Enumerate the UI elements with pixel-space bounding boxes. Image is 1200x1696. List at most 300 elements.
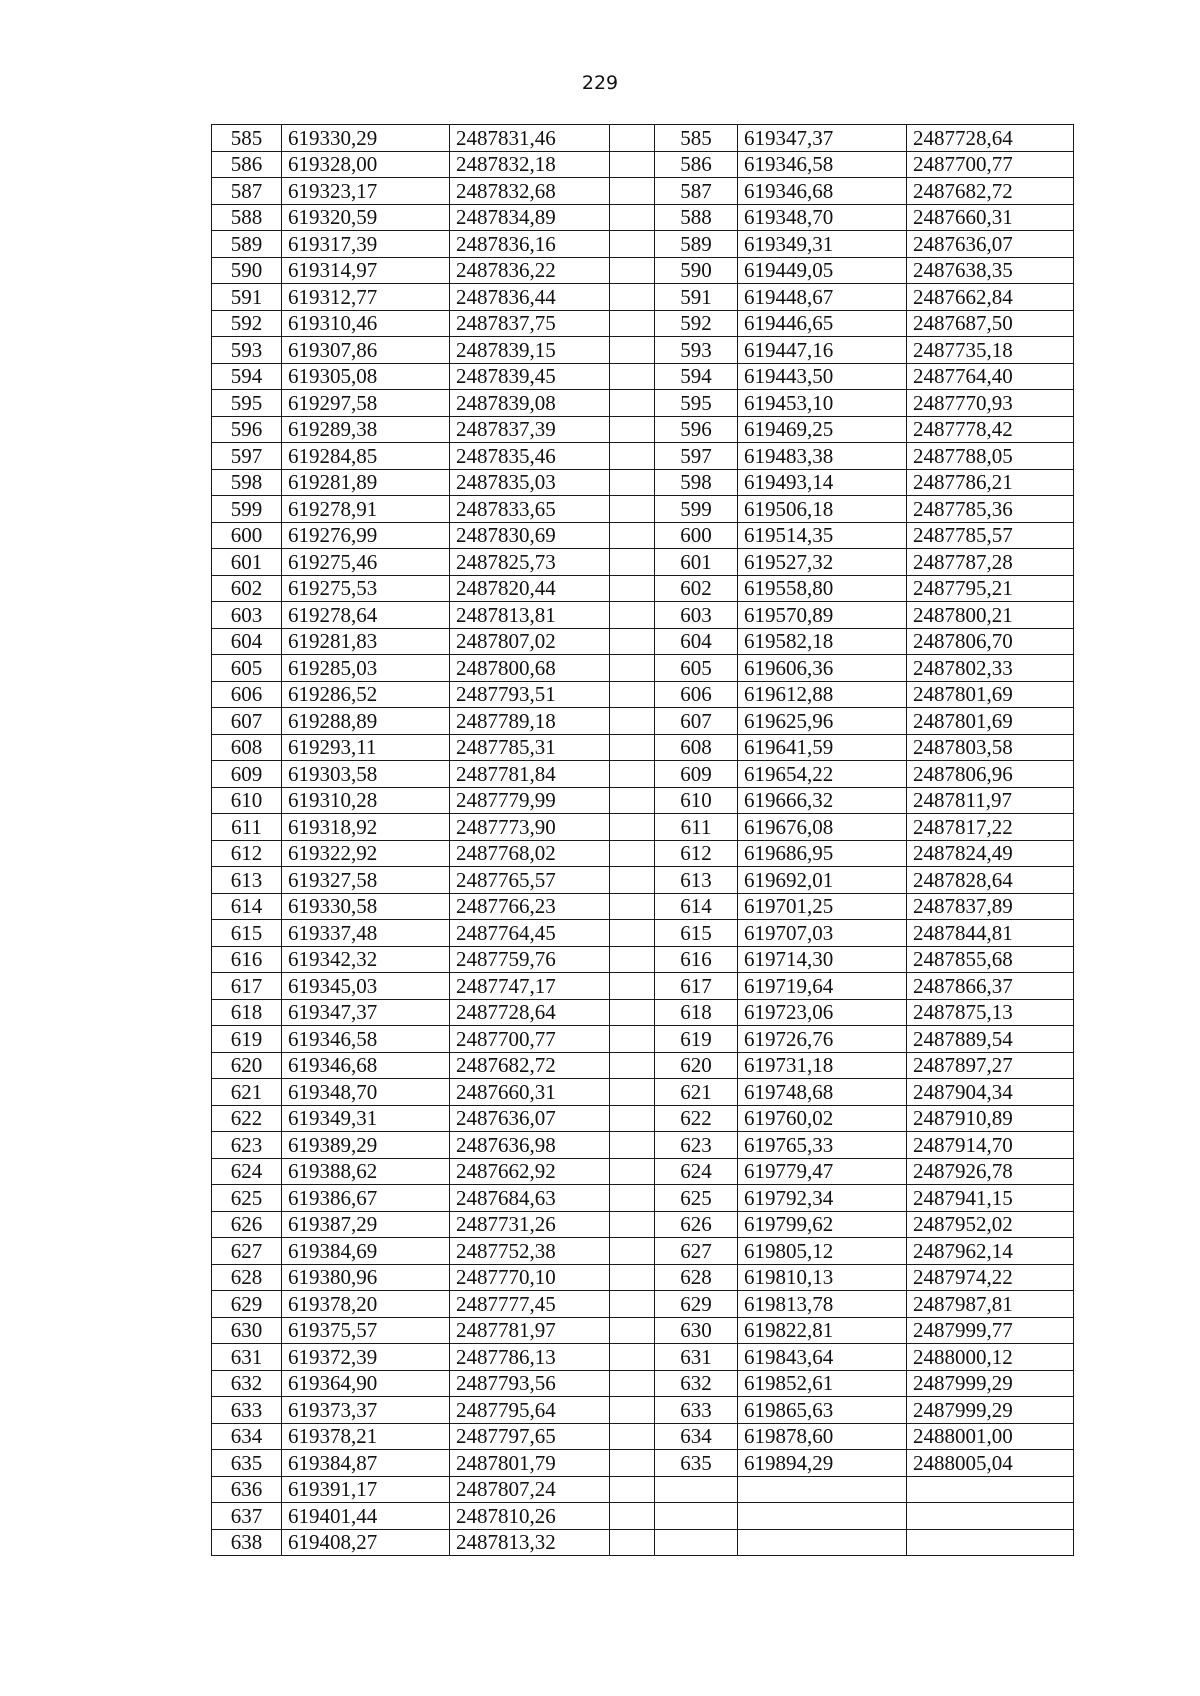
- y-coordinate-left: 2487837,75: [450, 310, 610, 337]
- point-number-left: 616: [212, 946, 282, 973]
- y-coordinate-left: 2487764,45: [450, 920, 610, 947]
- x-coordinate-right: 619760,02: [738, 1105, 907, 1132]
- x-coordinate-left: 619289,38: [282, 416, 450, 443]
- empty-cell: [610, 1026, 655, 1053]
- point-number-right: 619: [655, 1026, 738, 1053]
- table-row: [212, 787, 1074, 814]
- y-coordinate-left: 2487660,31: [450, 1079, 610, 1106]
- table-row: [212, 602, 1074, 629]
- table-row: [212, 1052, 1074, 1079]
- x-coordinate-right: 619348,70: [738, 204, 907, 231]
- point-number-right: 631: [655, 1344, 738, 1371]
- x-coordinate-left: 619281,89: [282, 469, 450, 496]
- y-coordinate-left: 2487682,72: [450, 1052, 610, 1079]
- empty-cell: [610, 814, 655, 841]
- y-coordinate-right: 2487785,57: [907, 522, 1074, 549]
- y-coordinate-right: 2487824,49: [907, 840, 1074, 867]
- y-coordinate-right: 2487788,05: [907, 443, 1074, 470]
- x-coordinate-left: 619348,70: [282, 1079, 450, 1106]
- x-coordinate-left: 619391,17: [282, 1476, 450, 1503]
- point-number-right: 615: [655, 920, 738, 947]
- y-coordinate-left: 2487781,97: [450, 1317, 610, 1344]
- table-row: [212, 655, 1074, 682]
- x-coordinate-right: 619666,32: [738, 787, 907, 814]
- y-coordinate-right: 2487803,58: [907, 734, 1074, 761]
- y-coordinate-right: 2487828,64: [907, 867, 1074, 894]
- y-coordinate-right: 2487728,64: [907, 125, 1074, 152]
- point-number-right: 594: [655, 363, 738, 390]
- y-coordinate-left: 2487831,46: [450, 125, 610, 152]
- x-coordinate-left: 619337,48: [282, 920, 450, 947]
- point-number-right: 628: [655, 1264, 738, 1291]
- x-coordinate-left: 619384,87: [282, 1450, 450, 1477]
- y-coordinate-left: 2487636,07: [450, 1105, 610, 1132]
- x-coordinate-left: 619373,37: [282, 1397, 450, 1424]
- point-number-right: 589: [655, 231, 738, 258]
- x-coordinate-left: 619342,32: [282, 946, 450, 973]
- empty-cell: [610, 363, 655, 390]
- y-coordinate-right: 2487897,27: [907, 1052, 1074, 1079]
- x-coordinate-right: 619810,13: [738, 1264, 907, 1291]
- y-coordinate-left: 2487820,44: [450, 575, 610, 602]
- table-row: [212, 522, 1074, 549]
- x-coordinate-left: 619285,03: [282, 655, 450, 682]
- x-coordinate-right: 619453,10: [738, 390, 907, 417]
- x-coordinate-right: [738, 1529, 907, 1556]
- point-number-left: 588: [212, 204, 282, 231]
- x-coordinate-right: 619701,25: [738, 893, 907, 920]
- table-row: [212, 310, 1074, 337]
- empty-cell: [610, 416, 655, 443]
- point-number-left: 618: [212, 999, 282, 1026]
- y-coordinate-left: 2487765,57: [450, 867, 610, 894]
- x-coordinate-left: 619347,37: [282, 999, 450, 1026]
- table-row: [212, 496, 1074, 523]
- y-coordinate-right: 2487660,31: [907, 204, 1074, 231]
- x-coordinate-right: 619822,81: [738, 1317, 907, 1344]
- y-coordinate-right: 2487999,29: [907, 1370, 1074, 1397]
- y-coordinate-left: 2487662,92: [450, 1158, 610, 1185]
- y-coordinate-left: 2487795,64: [450, 1397, 610, 1424]
- y-coordinate-left: 2487813,32: [450, 1529, 610, 1556]
- x-coordinate-left: 619346,68: [282, 1052, 450, 1079]
- x-coordinate-left: 619284,85: [282, 443, 450, 470]
- y-coordinate-right: 2487764,40: [907, 363, 1074, 390]
- y-coordinate-left: 2487801,79: [450, 1450, 610, 1477]
- y-coordinate-left: 2487731,26: [450, 1211, 610, 1238]
- y-coordinate-left: 2487800,68: [450, 655, 610, 682]
- point-number-right: 586: [655, 151, 738, 178]
- point-number-right: 609: [655, 761, 738, 788]
- point-number-left: 628: [212, 1264, 282, 1291]
- point-number-left: 617: [212, 973, 282, 1000]
- y-coordinate-right: 2487801,69: [907, 708, 1074, 735]
- empty-cell: [610, 284, 655, 311]
- empty-cell: [610, 708, 655, 735]
- point-number-left: 624: [212, 1158, 282, 1185]
- point-number-left: 611: [212, 814, 282, 841]
- y-coordinate-left: 2487747,17: [450, 973, 610, 1000]
- point-number-left: 607: [212, 708, 282, 735]
- point-number-right: 633: [655, 1397, 738, 1424]
- empty-cell: [610, 390, 655, 417]
- empty-cell: [610, 628, 655, 655]
- table-row: [212, 284, 1074, 311]
- x-coordinate-right: 619865,63: [738, 1397, 907, 1424]
- table-row: [212, 1185, 1074, 1212]
- x-coordinate-right: [738, 1503, 907, 1530]
- y-coordinate-left: 2487836,44: [450, 284, 610, 311]
- y-coordinate-left: 2487832,18: [450, 151, 610, 178]
- empty-cell: [610, 575, 655, 602]
- empty-cell: [610, 999, 655, 1026]
- y-coordinate-left: 2487785,31: [450, 734, 610, 761]
- table-row: [212, 920, 1074, 947]
- empty-cell: [610, 310, 655, 337]
- x-coordinate-left: 619380,96: [282, 1264, 450, 1291]
- point-number-right: 617: [655, 973, 738, 1000]
- x-coordinate-right: 619469,25: [738, 416, 907, 443]
- x-coordinate-right: 619625,96: [738, 708, 907, 735]
- empty-cell: [610, 443, 655, 470]
- x-coordinate-left: 619310,28: [282, 787, 450, 814]
- empty-cell: [610, 946, 655, 973]
- table-row: [212, 1211, 1074, 1238]
- point-number-right: 632: [655, 1370, 738, 1397]
- point-number-right: 627: [655, 1238, 738, 1265]
- point-number-right: 591: [655, 284, 738, 311]
- empty-cell: [610, 1158, 655, 1185]
- point-number-left: 638: [212, 1529, 282, 1556]
- point-number-left: 615: [212, 920, 282, 947]
- y-coordinate-right: 2487638,35: [907, 257, 1074, 284]
- y-coordinate-right: 2487787,28: [907, 549, 1074, 576]
- x-coordinate-right: 619514,35: [738, 522, 907, 549]
- table-row: [212, 1397, 1074, 1424]
- x-coordinate-right: 619447,16: [738, 337, 907, 364]
- table-row: [212, 1079, 1074, 1106]
- table-row: [212, 1344, 1074, 1371]
- table-row: [212, 681, 1074, 708]
- point-number-right: 634: [655, 1423, 738, 1450]
- x-coordinate-left: 619318,92: [282, 814, 450, 841]
- x-coordinate-left: 619314,97: [282, 257, 450, 284]
- y-coordinate-right: 2487941,15: [907, 1185, 1074, 1212]
- y-coordinate-left: 2487789,18: [450, 708, 610, 735]
- x-coordinate-left: 619388,62: [282, 1158, 450, 1185]
- y-coordinate-left: 2487793,51: [450, 681, 610, 708]
- y-coordinate-right: 2487866,37: [907, 973, 1074, 1000]
- empty-cell: [610, 840, 655, 867]
- table-row: [212, 840, 1074, 867]
- y-coordinate-right: 2487987,81: [907, 1291, 1074, 1318]
- x-coordinate-left: 619330,58: [282, 893, 450, 920]
- y-coordinate-right: 2487817,22: [907, 814, 1074, 841]
- empty-cell: [610, 1238, 655, 1265]
- point-number-right: 624: [655, 1158, 738, 1185]
- point-number-left: 627: [212, 1238, 282, 1265]
- x-coordinate-left: 619327,58: [282, 867, 450, 894]
- y-coordinate-left: 2487813,81: [450, 602, 610, 629]
- point-number-right: [655, 1503, 738, 1530]
- x-coordinate-right: 619641,59: [738, 734, 907, 761]
- point-number-left: 604: [212, 628, 282, 655]
- y-coordinate-right: 2487837,89: [907, 893, 1074, 920]
- y-coordinate-right: [907, 1503, 1074, 1530]
- point-number-right: 635: [655, 1450, 738, 1477]
- y-coordinate-left: 2487781,84: [450, 761, 610, 788]
- x-coordinate-left: 619278,91: [282, 496, 450, 523]
- point-number-left: 613: [212, 867, 282, 894]
- y-coordinate-right: 2487700,77: [907, 151, 1074, 178]
- empty-cell: [610, 496, 655, 523]
- point-number-left: 595: [212, 390, 282, 417]
- coordinates-table-body: [212, 125, 1074, 1556]
- point-number-right: 618: [655, 999, 738, 1026]
- table-row: [212, 761, 1074, 788]
- x-coordinate-left: 619330,29: [282, 125, 450, 152]
- x-coordinate-left: 619320,59: [282, 204, 450, 231]
- point-number-left: 591: [212, 284, 282, 311]
- point-number-left: 599: [212, 496, 282, 523]
- point-number-left: 633: [212, 1397, 282, 1424]
- x-coordinate-left: 619288,89: [282, 708, 450, 735]
- x-coordinate-right: 619347,37: [738, 125, 907, 152]
- x-coordinate-left: 619307,86: [282, 337, 450, 364]
- x-coordinate-right: 619748,68: [738, 1079, 907, 1106]
- table-row: [212, 734, 1074, 761]
- table-row: [212, 1423, 1074, 1450]
- x-coordinate-right: 619714,30: [738, 946, 907, 973]
- point-number-left: 636: [212, 1476, 282, 1503]
- y-coordinate-right: 2487735,18: [907, 337, 1074, 364]
- x-coordinate-left: 619387,29: [282, 1211, 450, 1238]
- point-number-right: 596: [655, 416, 738, 443]
- table-row: [212, 1503, 1074, 1530]
- empty-cell: [610, 549, 655, 576]
- point-number-right: [655, 1529, 738, 1556]
- empty-cell: [610, 734, 655, 761]
- y-coordinate-left: 2487786,13: [450, 1344, 610, 1371]
- empty-cell: [610, 1450, 655, 1477]
- x-coordinate-right: 619726,76: [738, 1026, 907, 1053]
- table-row: [212, 867, 1074, 894]
- y-coordinate-right: 2487687,50: [907, 310, 1074, 337]
- empty-cell: [610, 973, 655, 1000]
- empty-cell: [610, 1476, 655, 1503]
- y-coordinate-right: 2487636,07: [907, 231, 1074, 258]
- point-number-left: 612: [212, 840, 282, 867]
- x-coordinate-left: 619312,77: [282, 284, 450, 311]
- point-number-right: 620: [655, 1052, 738, 1079]
- table-row: [212, 1450, 1074, 1477]
- x-coordinate-right: 619799,62: [738, 1211, 907, 1238]
- x-coordinate-right: 619676,08: [738, 814, 907, 841]
- point-number-left: 594: [212, 363, 282, 390]
- point-number-right: 592: [655, 310, 738, 337]
- table-row: [212, 390, 1074, 417]
- point-number-left: 590: [212, 257, 282, 284]
- empty-cell: [610, 1079, 655, 1106]
- y-coordinate-left: 2487839,15: [450, 337, 610, 364]
- y-coordinate-left: 2487752,38: [450, 1238, 610, 1265]
- point-number-left: 629: [212, 1291, 282, 1318]
- y-coordinate-right: 2487974,22: [907, 1264, 1074, 1291]
- empty-cell: [610, 1185, 655, 1212]
- x-coordinate-left: 619378,20: [282, 1291, 450, 1318]
- x-coordinate-left: 619346,58: [282, 1026, 450, 1053]
- x-coordinate-right: 619349,31: [738, 231, 907, 258]
- empty-cell: [610, 231, 655, 258]
- point-number-right: 622: [655, 1105, 738, 1132]
- y-coordinate-right: 2487806,96: [907, 761, 1074, 788]
- point-number-left: 610: [212, 787, 282, 814]
- point-number-right: 616: [655, 946, 738, 973]
- y-coordinate-left: 2487700,77: [450, 1026, 610, 1053]
- table-row: [212, 469, 1074, 496]
- y-coordinate-right: 2487795,21: [907, 575, 1074, 602]
- empty-cell: [610, 1052, 655, 1079]
- empty-cell: [610, 1105, 655, 1132]
- x-coordinate-right: 619843,64: [738, 1344, 907, 1371]
- x-coordinate-right: 619723,06: [738, 999, 907, 1026]
- table-row: [212, 1238, 1074, 1265]
- point-number-right: 614: [655, 893, 738, 920]
- x-coordinate-right: 619527,32: [738, 549, 907, 576]
- table-row: [212, 1264, 1074, 1291]
- empty-cell: [610, 178, 655, 205]
- point-number-right: 607: [655, 708, 738, 735]
- table-row: [212, 151, 1074, 178]
- x-coordinate-left: 619322,92: [282, 840, 450, 867]
- point-number-left: 600: [212, 522, 282, 549]
- point-number-left: 632: [212, 1370, 282, 1397]
- y-coordinate-right: 2487785,36: [907, 496, 1074, 523]
- y-coordinate-right: 2487801,69: [907, 681, 1074, 708]
- y-coordinate-right: 2487999,77: [907, 1317, 1074, 1344]
- x-coordinate-left: 619349,31: [282, 1105, 450, 1132]
- table-row: [212, 708, 1074, 735]
- y-coordinate-left: 2487728,64: [450, 999, 610, 1026]
- empty-cell: [610, 1291, 655, 1318]
- x-coordinate-left: 619305,08: [282, 363, 450, 390]
- point-number-right: 612: [655, 840, 738, 867]
- table-row: [212, 125, 1074, 152]
- empty-cell: [610, 602, 655, 629]
- y-coordinate-left: 2487825,73: [450, 549, 610, 576]
- point-number-right: 610: [655, 787, 738, 814]
- x-coordinate-left: 619303,58: [282, 761, 450, 788]
- empty-cell: [610, 1529, 655, 1556]
- x-coordinate-left: 619328,00: [282, 151, 450, 178]
- y-coordinate-right: 2488000,12: [907, 1344, 1074, 1371]
- y-coordinate-left: 2487773,90: [450, 814, 610, 841]
- x-coordinate-left: 619297,58: [282, 390, 450, 417]
- empty-cell: [610, 1344, 655, 1371]
- y-coordinate-right: 2487786,21: [907, 469, 1074, 496]
- empty-cell: [610, 1264, 655, 1291]
- x-coordinate-right: 619765,33: [738, 1132, 907, 1159]
- table-row: [212, 946, 1074, 973]
- point-number-left: 593: [212, 337, 282, 364]
- point-number-left: 598: [212, 469, 282, 496]
- x-coordinate-right: 619894,29: [738, 1450, 907, 1477]
- table-row: [212, 1529, 1074, 1556]
- table-row: [212, 1370, 1074, 1397]
- point-number-left: 605: [212, 655, 282, 682]
- x-coordinate-right: 619346,68: [738, 178, 907, 205]
- point-number-right: 605: [655, 655, 738, 682]
- point-number-left: 630: [212, 1317, 282, 1344]
- x-coordinate-left: 619293,11: [282, 734, 450, 761]
- x-coordinate-left: 619278,64: [282, 602, 450, 629]
- table-row: [212, 893, 1074, 920]
- table-row: [212, 363, 1074, 390]
- point-number-right: 625: [655, 1185, 738, 1212]
- empty-cell: [610, 257, 655, 284]
- y-coordinate-right: 2487770,93: [907, 390, 1074, 417]
- point-number-right: 603: [655, 602, 738, 629]
- x-coordinate-left: 619372,39: [282, 1344, 450, 1371]
- point-number-left: 619: [212, 1026, 282, 1053]
- point-number-right: [655, 1476, 738, 1503]
- x-coordinate-right: 619449,05: [738, 257, 907, 284]
- y-coordinate-left: 2487832,68: [450, 178, 610, 205]
- y-coordinate-left: 2487684,63: [450, 1185, 610, 1212]
- y-coordinate-right: 2487952,02: [907, 1211, 1074, 1238]
- x-coordinate-right: 619582,18: [738, 628, 907, 655]
- y-coordinate-right: 2487999,29: [907, 1397, 1074, 1424]
- point-number-right: 604: [655, 628, 738, 655]
- x-coordinate-left: 619276,99: [282, 522, 450, 549]
- y-coordinate-right: 2487806,70: [907, 628, 1074, 655]
- point-number-left: 608: [212, 734, 282, 761]
- y-coordinate-right: [907, 1476, 1074, 1503]
- y-coordinate-left: 2487793,56: [450, 1370, 610, 1397]
- y-coordinate-right: 2487962,14: [907, 1238, 1074, 1265]
- x-coordinate-right: 619731,18: [738, 1052, 907, 1079]
- table-row: [212, 575, 1074, 602]
- point-number-right: 613: [655, 867, 738, 894]
- x-coordinate-right: 619719,64: [738, 973, 907, 1000]
- y-coordinate-left: 2487837,39: [450, 416, 610, 443]
- point-number-left: 626: [212, 1211, 282, 1238]
- x-coordinate-right: 619506,18: [738, 496, 907, 523]
- empty-cell: [610, 1211, 655, 1238]
- point-number-left: 637: [212, 1503, 282, 1530]
- y-coordinate-left: 2487836,22: [450, 257, 610, 284]
- x-coordinate-right: 619483,38: [738, 443, 907, 470]
- y-coordinate-right: [907, 1529, 1074, 1556]
- x-coordinate-right: 619446,65: [738, 310, 907, 337]
- x-coordinate-right: 619570,89: [738, 602, 907, 629]
- point-number-left: 602: [212, 575, 282, 602]
- y-coordinate-left: 2487768,02: [450, 840, 610, 867]
- table-row: [212, 549, 1074, 576]
- empty-cell: [610, 920, 655, 947]
- point-number-right: 608: [655, 734, 738, 761]
- table-row: [212, 416, 1074, 443]
- y-coordinate-right: 2487800,21: [907, 602, 1074, 629]
- y-coordinate-left: 2487779,99: [450, 787, 610, 814]
- x-coordinate-left: 619286,52: [282, 681, 450, 708]
- point-number-right: 602: [655, 575, 738, 602]
- y-coordinate-right: 2487855,68: [907, 946, 1074, 973]
- x-coordinate-left: 619384,69: [282, 1238, 450, 1265]
- table-row: [212, 628, 1074, 655]
- point-number-right: 629: [655, 1291, 738, 1318]
- point-number-right: 611: [655, 814, 738, 841]
